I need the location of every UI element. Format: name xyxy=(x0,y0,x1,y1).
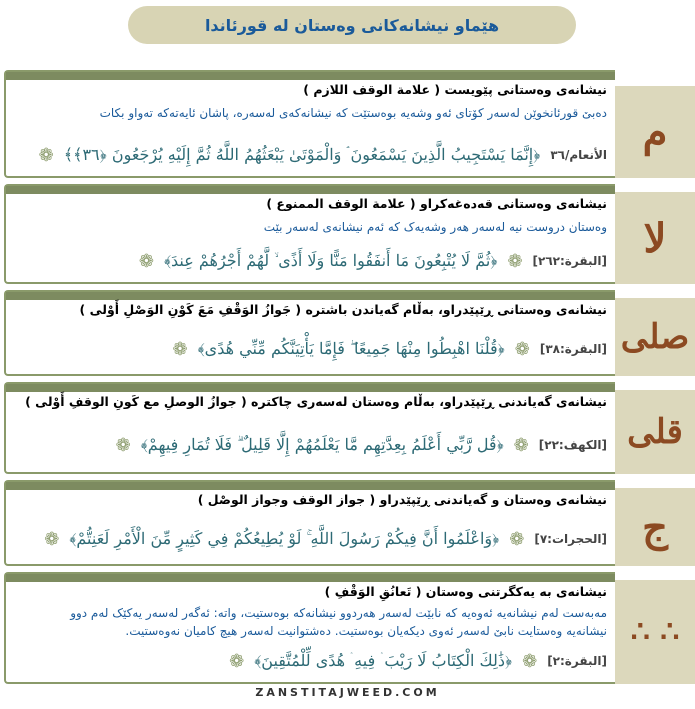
ornament-icon: ❁ xyxy=(522,650,538,672)
footer-site: ZANSTITAJWEED.COM xyxy=(255,686,440,699)
rule-label: نیشانەی وەستانی ڕێپێدراو، بەڵام گەیاندن باشترە ( جَوازُ الوَقْفِ مَعَ كَوْنِ الوَصْلِ أَوْلى ) xyxy=(79,302,607,317)
verse-reference: [البقرة:٢] xyxy=(547,654,607,668)
ornament-icon: ❁ xyxy=(44,528,60,550)
symbol-tab-muanaqa: ∴ ∴ xyxy=(615,580,695,684)
ornament-icon: ❁ xyxy=(115,434,131,456)
rule-verse-row xyxy=(116,430,607,460)
ornament-icon: ❁ xyxy=(514,338,530,360)
verse-reference: الأنعام/٣٦ xyxy=(550,148,607,162)
symbol-tab-mamnu: لا xyxy=(615,192,695,284)
rule-label: نیشانەی گەیاندنی ڕێپێدراو، بەڵام وەستان لەسەری چاکترە ( جوازُ الوصلِ مع كَونِ الوقفِ أَوْلى ) xyxy=(25,394,607,409)
rule-card-qala xyxy=(4,382,615,474)
ornament-icon: ❁ xyxy=(509,528,525,550)
verse-text: ﴿ذَٰلِكَ الْكِتَابُ لَا رَيْبَ ۛ فِيهِ ۛ هُدًى لِّلْمُتَّقِينَ﴾ xyxy=(254,651,513,670)
rule-description: مەبەست لەم نیشانەیە ئەوەیە کە نابێت لەسەر هەردوو نیشانەکە بوەستیت، واتە: ئەگەر لەسەر یەکێک لەم دوو xyxy=(70,606,607,620)
rule-label: نیشانەی وەستانی قەدەغەکراو ( علامة الوقف الممنوع ) xyxy=(266,196,607,211)
rule-card-jaiz xyxy=(4,480,615,566)
ornament-icon: ❁ xyxy=(507,250,523,272)
symbol-tab-lazim: م xyxy=(615,86,695,178)
rule-description: دەبێ قورئانخوێن لەسەر کۆتای ئەو وشەیە بوەستێت کە نیشانەکەی لەسەرە، پاشان ئایەتەکە تەواو بکات xyxy=(99,106,607,120)
ornament-icon: ❁ xyxy=(172,338,188,360)
verse-reference: [الحجرات:٧] xyxy=(534,532,607,546)
rule-verse-row xyxy=(44,524,607,554)
rule-verse-row xyxy=(39,140,607,170)
verse-reference: [الكهف:٢٢] xyxy=(538,438,607,452)
symbol-tab-sala: صلى xyxy=(615,298,695,376)
rule-card-muanaqa xyxy=(4,572,615,684)
verse-reference: [البقرة:٣٨] xyxy=(539,342,607,356)
rule-verse-row xyxy=(173,334,608,364)
page-title: هێماو نیشانەکانی وەستان لە قورئاندا xyxy=(128,6,576,44)
ornament-icon: ❁ xyxy=(513,434,529,456)
verse-text: ﴿قُل رَّبِّي أَعْلَمُ بِعِدَّتِهِم مَّا يَعْلَمُهُمْ إِلَّا قَلِيلٌ ۗ فَلَا تُمَارِ فِيهِمْ﴾ xyxy=(140,435,504,454)
ornament-icon: ❁ xyxy=(138,250,154,272)
rule-verse-row xyxy=(139,246,607,276)
verse-text: ﴿قُلْنَا اهْبِطُوا مِنْهَا جَمِيعًا ۖ فَإِمَّا يَأْتِيَنَّكُم مِّنِّي هُدًى﴾ xyxy=(197,339,505,358)
rule-label: نیشانەی وەستان و گەیاندنی ڕێپێدراو ( جواز الوقف وجواز الوصْل ) xyxy=(197,492,607,507)
verse-text: ﴿ثُمَّ لَا يُتْبِعُونَ مَا أَنفَقُوا مَنًّا وَلَا أَذًى ۙ لَّهُمْ أَجْرُهُمْ عِندَ﴾ xyxy=(163,251,498,270)
ornament-icon: ❁ xyxy=(229,650,245,672)
rule-card-sala xyxy=(4,290,615,376)
symbol-tab-jaiz: ج xyxy=(615,488,695,566)
rule-label: نیشانەی وەستانی پێویست ( علامة الوقف اللازم ) xyxy=(303,82,607,97)
rule-description: وەستان دروست نیە لەسەر هەر وشەیەک کە ئەم نیشانەی لەسەر بێت xyxy=(263,220,607,234)
ornament-icon: ❁ xyxy=(38,144,54,166)
rule-verse-row xyxy=(229,646,607,676)
verse-reference: [البقرة:٢٦٢] xyxy=(532,254,607,268)
symbol-tab-qala: قلى xyxy=(615,390,695,474)
rule-card-mamnu xyxy=(4,184,615,284)
verse-text: ﴿إِنَّمَا يَسْتَجِيبُ الَّذِينَ يَسْمَعُونَ ۘ وَالْمَوْتَىٰ يَبْعَثُهُمُ اللَّهُ ثُمَّ إِلَيْهِ يُرْجَعُونَ ﴿٣٦﴾﴾ xyxy=(63,145,541,164)
verse-text: ﴿وَاعْلَمُوا أَنَّ فِيكُمْ رَسُولَ اللَّهِ ۚ لَوْ يُطِيعُكُمْ فِي كَثِيرٍ مِّنَ الْأَمْرِ لَعَنِتُّمْ﴾ xyxy=(69,529,500,548)
rule-description: نیشانەیە وەستایت نابێ لەسەر ئەوی دیکەیان بوەستیت. دەشتوانیت لەسەر هیچ کامیان نەوەستیت. xyxy=(125,624,607,638)
rule-label: نیشانەی بە یەکگرتنی وەستان ( تَعانُقِ الوَقْفِ ) xyxy=(324,584,607,599)
rule-card-lazim xyxy=(4,70,615,178)
